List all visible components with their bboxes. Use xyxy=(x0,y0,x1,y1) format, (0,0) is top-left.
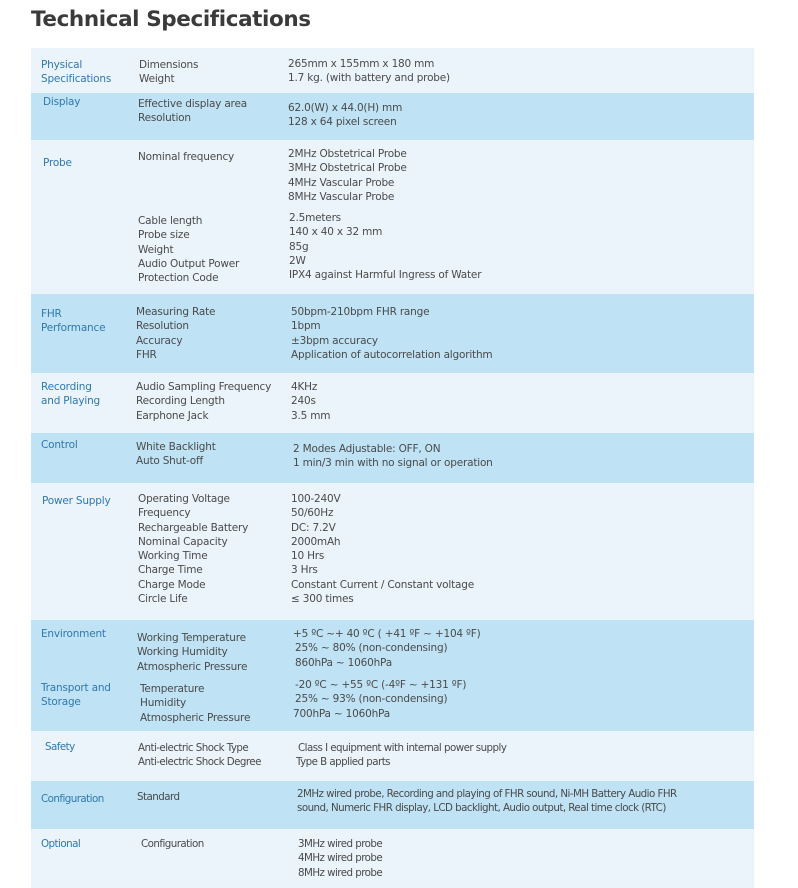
spec-labels xyxy=(138,492,248,606)
spec-labels xyxy=(139,58,198,87)
section-fhr-performance xyxy=(31,294,754,373)
category-line: and Playing xyxy=(41,395,101,408)
category-line: Physical xyxy=(41,59,83,71)
spec-values xyxy=(298,837,382,880)
spec-values xyxy=(298,741,506,770)
spec-value-charge-mode: Constant Current / Constant voltage xyxy=(291,578,474,591)
spec-value-rechargeable-battery: DC: 7.2V xyxy=(291,521,336,534)
category-label xyxy=(41,380,100,409)
spec-value-line: 2MHz Obstetrical Probe xyxy=(288,148,407,160)
category-label xyxy=(41,58,111,87)
spec-value-recording-length: 240s xyxy=(291,395,316,408)
spec-value-cable-length: 2.5meters xyxy=(289,212,341,224)
category-label xyxy=(41,792,104,806)
spec-label-temperature: Temperature xyxy=(140,683,205,695)
spec-values xyxy=(291,305,492,362)
spec-labels xyxy=(138,97,247,126)
spec-value-audio-output-power: 2W xyxy=(289,254,306,267)
category-line: Storage xyxy=(41,696,81,709)
spec-value-operating-voltage: 100-240V xyxy=(291,493,341,505)
spec-value-dimensions: 265mm x 155mm x 180 mm xyxy=(288,58,435,70)
spec-label-working-humidity: Working Humidity xyxy=(137,646,228,659)
section-environment xyxy=(31,620,754,731)
spec-labels xyxy=(137,631,247,674)
category-line: Specifications xyxy=(41,73,112,86)
spec-labels xyxy=(136,440,216,469)
spec-value-anti-electric-shock-degree: Type B applied parts xyxy=(296,756,390,769)
spec-labels xyxy=(137,790,179,804)
category-label xyxy=(43,95,80,109)
spec-label-protection-code: Protection Code xyxy=(138,272,219,285)
spec-table xyxy=(31,48,754,888)
spec-value-protection-code: IPX4 against Harmful Ingress of Water xyxy=(289,269,482,282)
spec-label-accuracy: Accuracy xyxy=(136,334,183,347)
spec-labels xyxy=(141,837,204,851)
spec-values xyxy=(297,787,677,816)
spec-values xyxy=(291,492,474,606)
spec-label-atmospheric-pressure: Atmospheric Pressure xyxy=(140,711,251,724)
spec-value-frequency: 50/60Hz xyxy=(291,507,334,520)
spec-value-standard-line: 2MHz wired probe, Recording and playing of FHR sound, Ni-MH Battery Audio FHR xyxy=(297,788,677,800)
spec-label-configuration: Configuration xyxy=(141,838,204,850)
category-line: Control xyxy=(41,439,78,451)
spec-labels xyxy=(138,741,261,770)
spec-label-audio-output-power: Audio Output Power xyxy=(138,257,240,270)
spec-value-line: 3MHz wired probe xyxy=(298,838,383,850)
category-label xyxy=(45,740,75,754)
spec-value-line: 3MHz Obstetrical Probe xyxy=(288,162,407,175)
spec-value-atmospheric-pressure: 860hPa ~ 1060hPa xyxy=(295,656,392,669)
spec-value-line: 4MHz Vascular Probe xyxy=(288,176,395,189)
spec-value-working-humidity: 25% ~ 80% (non-condensing) xyxy=(295,642,448,655)
spec-label-anti-electric-shock-degree: Anti-electric Shock Degree xyxy=(138,756,261,769)
spec-label-rechargeable-battery: Rechargeable Battery xyxy=(138,521,249,534)
spec-value-line: 4MHz wired probe xyxy=(298,852,383,865)
spec-label-charge-mode: Charge Mode xyxy=(138,578,206,591)
spec-values xyxy=(291,380,330,423)
section-safety xyxy=(31,731,754,781)
spec-value-probe-size: 140 x 40 x 32 mm xyxy=(289,226,383,239)
spec-label-white-backlight: White Backlight xyxy=(136,441,216,453)
category-label xyxy=(43,156,72,170)
spec-value-atmospheric-pressure: 700hPa ~ 1060hPa xyxy=(293,707,390,720)
spec-value-measuring-rate: 50bpm-210bpm FHR range xyxy=(291,306,430,318)
spec-label-audio-sampling-frequency: Audio Sampling Frequency xyxy=(136,381,272,393)
spec-values xyxy=(293,627,481,670)
spec-value-fhr: Application of autocorrelation algorithm xyxy=(291,348,493,361)
spec-labels xyxy=(140,682,250,725)
spec-value-weight: 1.7 kg. (with battery and probe) xyxy=(288,72,450,85)
spec-label-fhr: FHR xyxy=(136,348,157,361)
spec-values xyxy=(293,442,493,471)
category-line: FHR xyxy=(41,308,62,320)
spec-value-circle-life: ≤ 300 times xyxy=(291,593,354,606)
section-optional xyxy=(31,829,754,888)
spec-label-working-temperature: Working Temperature xyxy=(137,632,246,644)
section-recording-and-playing xyxy=(31,373,754,433)
category-label xyxy=(42,494,110,508)
spec-value-auto-shut-off: 1 min/3 min with no signal or operation xyxy=(293,457,493,470)
spec-label-earphone-jack: Earphone Jack xyxy=(136,409,209,422)
spec-value-charge-time: 3 Hrs xyxy=(291,564,318,577)
spec-value-line: 8MHz Vascular Probe xyxy=(288,190,395,203)
section-display xyxy=(31,93,754,140)
spec-value-audio-sampling-frequency: 4KHz xyxy=(291,381,318,393)
spec-value-standard-line: sound, Numeric FHR display, LCD backlight, Audio output, Real time clock (RTC) xyxy=(297,802,666,815)
category-line: Performance xyxy=(41,322,106,335)
spec-label-weight: Weight xyxy=(139,73,175,86)
spec-label-probe-size: Probe size xyxy=(138,229,190,242)
spec-label-working-time: Working Time xyxy=(138,550,208,563)
category-line: Recording xyxy=(41,381,92,393)
subcategory-transport-and-storage xyxy=(41,681,111,710)
spec-label-atmospheric-pressure: Atmospheric Pressure xyxy=(137,660,248,673)
spec-labels xyxy=(136,305,215,362)
spec-label-auto-shut-off: Auto Shut-off xyxy=(136,455,204,468)
section-power-supply xyxy=(31,483,754,620)
category-line: Display xyxy=(43,96,81,108)
spec-label-resolution: Resolution xyxy=(138,112,191,125)
category-label xyxy=(41,627,106,641)
spec-value-line: 8MHz wired probe xyxy=(298,866,383,879)
spec-values xyxy=(289,211,481,282)
category-line: Power Supply xyxy=(42,495,111,507)
spec-value-anti-electric-shock-type: Class I equipment with internal power supply xyxy=(298,742,507,754)
spec-values xyxy=(288,101,402,130)
category-label xyxy=(41,307,105,336)
category-line: Safety xyxy=(45,741,75,753)
spec-label-effective-display-area: Effective display area xyxy=(138,98,247,110)
category-line: Optional xyxy=(41,838,81,850)
spec-label-operating-voltage: Operating Voltage xyxy=(138,493,230,505)
spec-labels xyxy=(136,380,271,423)
spec-values xyxy=(288,147,407,204)
spec-value-weight: 85g xyxy=(289,240,309,253)
page-title: Technical Specifications xyxy=(31,7,311,32)
spec-values xyxy=(288,57,450,86)
spec-value-nominal-capacity: 2000mAh xyxy=(291,535,341,548)
spec-label-circle-life: Circle Life xyxy=(138,593,188,606)
spec-value-resolution: 128 x 64 pixel screen xyxy=(288,116,397,129)
spec-label-weight: Weight xyxy=(138,243,174,256)
category-label xyxy=(41,837,80,851)
spec-label-frequency: Frequency xyxy=(138,507,191,520)
spec-label-standard: Standard xyxy=(137,791,180,803)
category-line: Transport and xyxy=(41,682,111,694)
spec-value-effective-display-area: 62.0(W) x 44.0(H) mm xyxy=(288,102,403,114)
spec-labels xyxy=(138,150,234,164)
section-probe xyxy=(31,140,754,294)
spec-label-nominal-frequency: Nominal frequency xyxy=(138,151,235,163)
spec-labels xyxy=(138,214,239,285)
spec-label-nominal-capacity: Nominal Capacity xyxy=(138,535,228,548)
section-control xyxy=(31,433,754,483)
section-configuration xyxy=(31,781,754,829)
spec-label-cable-length: Cable length xyxy=(138,215,203,227)
section-physical-specifications xyxy=(31,48,754,93)
spec-values xyxy=(295,678,466,721)
spec-value-white-backlight: 2 Modes Adjustable: OFF, ON xyxy=(293,443,441,455)
spec-label-measuring-rate: Measuring Rate xyxy=(136,306,216,318)
spec-value-temperature: -20 ºC ~ +55 ºC (-4ºF ~ +131 ºF) xyxy=(295,679,467,691)
spec-label-recording-length: Recording Length xyxy=(136,395,225,408)
spec-value-accuracy: ±3bpm accuracy xyxy=(291,334,378,347)
spec-value-working-temperature: +5 ºC ~+ 40 ºC ( +41 ºF ~ +104 ºF) xyxy=(293,628,481,640)
spec-label-dimensions: Dimensions xyxy=(139,59,199,71)
spec-label-resolution: Resolution xyxy=(136,320,189,333)
spec-value-working-time: 10 Hrs xyxy=(291,550,325,563)
spec-label-charge-time: Charge Time xyxy=(138,564,203,577)
category-line: Probe xyxy=(43,157,72,169)
spec-label-anti-electric-shock-type: Anti-electric Shock Type xyxy=(138,742,249,754)
category-line: Environment xyxy=(41,628,106,640)
category-label xyxy=(41,438,78,452)
spec-value-earphone-jack: 3.5 mm xyxy=(291,409,331,422)
spec-value-humidity: 25% ~ 93% (non-condensing) xyxy=(295,693,448,706)
spec-value-resolution: 1bpm xyxy=(291,320,321,333)
spec-label-humidity: Humidity xyxy=(140,697,187,710)
category-line: Configuration xyxy=(41,793,104,805)
